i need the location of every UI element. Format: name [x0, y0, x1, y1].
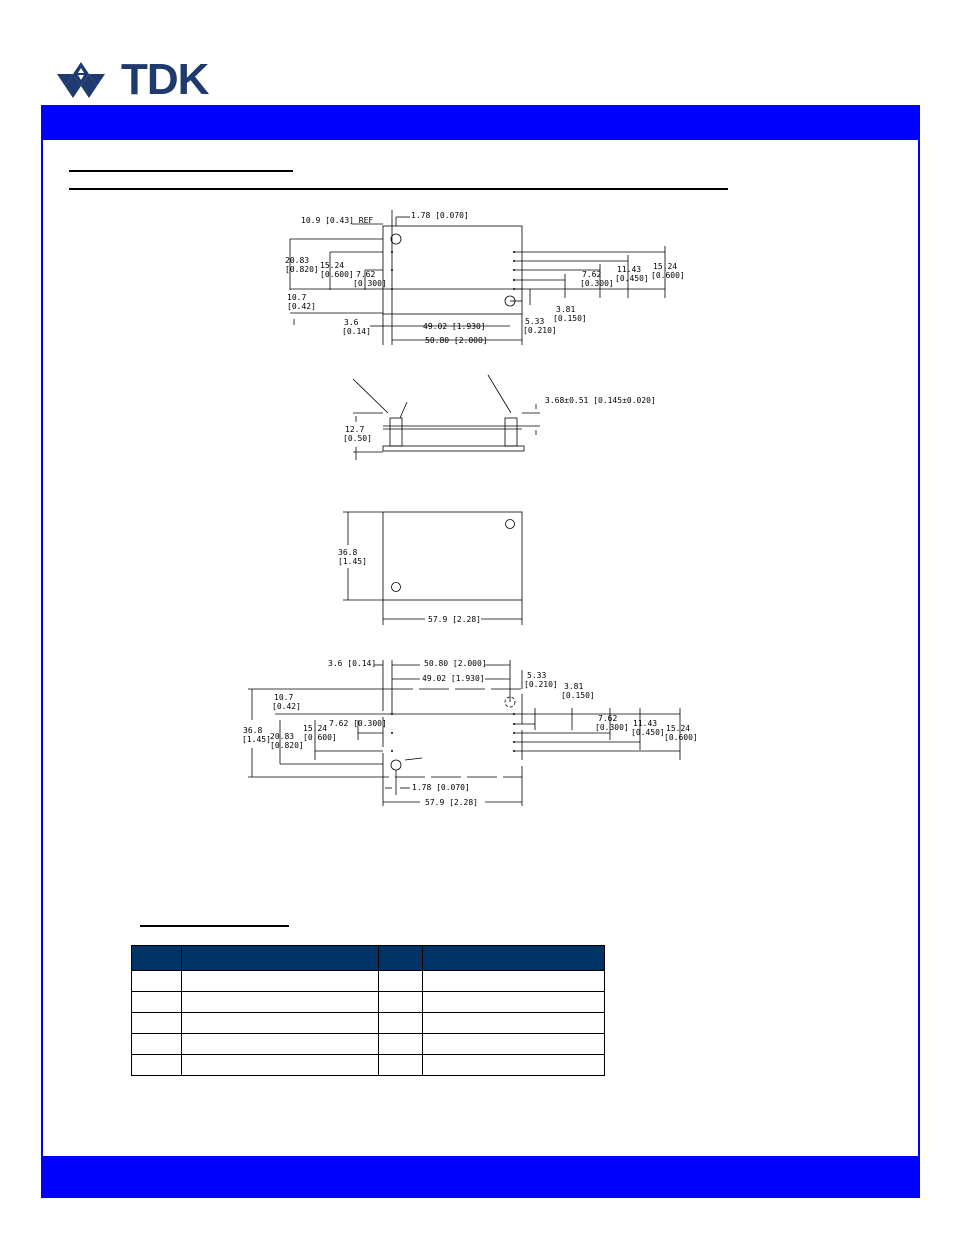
pin-table-header-cell	[423, 946, 605, 971]
top-dim-13b: [0.210]	[523, 326, 557, 335]
side-dim-h2: [0.50]	[343, 434, 372, 443]
bottom-dim-12b: [0.450]	[631, 728, 665, 737]
pin-cell	[423, 992, 605, 1013]
top-dim-11a: 7.62	[582, 270, 602, 279]
bottom-dim-10b: [0.820]	[270, 741, 304, 750]
bottom-dim-2: 50.80 [2.000]	[424, 659, 487, 668]
top-dim-9b: [0.450]	[615, 274, 649, 283]
bottom-dim-8a: 36.8	[243, 726, 263, 735]
top-dim-1: 1.78 [0.070]	[411, 211, 469, 220]
top-dim-ref: 10.9 [0.43] REF	[301, 216, 374, 225]
table-row	[132, 992, 605, 1013]
pin-table-header-cell	[379, 946, 423, 971]
bottom-dim-12a: 11.43	[633, 719, 658, 728]
side-dim-h1: 12.7	[345, 425, 365, 434]
top-dim-7: 49.02 [1.930]	[423, 322, 486, 331]
top-dim-2b: [0.820]	[285, 265, 319, 274]
bottom-dim-6a: 10.7	[274, 693, 294, 702]
pin-cell	[132, 1055, 182, 1076]
side-view-drawing	[353, 375, 540, 460]
pin-table	[131, 945, 605, 1076]
pin-cell	[423, 1034, 605, 1055]
pin-cell	[379, 971, 423, 992]
top-dim-11b: [0.300]	[580, 279, 614, 288]
table-row	[132, 971, 605, 992]
pin-cell	[379, 1055, 423, 1076]
pin-cell	[132, 992, 182, 1013]
bottom-dim-3: 49.02 [1.930]	[422, 674, 485, 683]
pin-cell	[182, 1034, 379, 1055]
top-dim-6a: 3.6	[344, 318, 359, 327]
top-dim-2a: 20.83	[285, 256, 310, 265]
bottom-dim-5b: [0.150]	[561, 691, 595, 700]
top-dim-4a: 7.62	[356, 270, 376, 279]
table-row	[132, 1055, 605, 1076]
pin-cell	[182, 971, 379, 992]
top-dim-10b: [0.600]	[651, 271, 685, 280]
table-row	[132, 1034, 605, 1055]
pin-table-header-cell	[132, 946, 182, 971]
pin-cell	[182, 992, 379, 1013]
top-dim-3b: [0.600]	[320, 270, 354, 279]
bottom-dim-7: 7.62 [0.300]	[329, 719, 387, 728]
top-dim-12b: [0.150]	[553, 314, 587, 323]
top-dim-9a: 11.43	[617, 265, 642, 274]
bottom-dim-5a: 3.81	[564, 682, 584, 691]
table-row	[132, 1013, 605, 1034]
pin-cell	[423, 1055, 605, 1076]
pin-cell	[132, 971, 182, 992]
bottom-dim-11a: 7.62	[598, 714, 618, 723]
bottom-dim-14: 1.78 [0.070]	[412, 783, 470, 792]
pin-cell	[379, 1013, 423, 1034]
bottom-dim-13a: 15.24	[666, 724, 691, 733]
pin-cell	[423, 1013, 605, 1034]
bottom-dim-13b: [0.600]	[664, 733, 698, 742]
pin-table-header	[132, 946, 605, 971]
bottom-dim-15: 57.9 [2.28]	[425, 798, 478, 807]
top-dim-4b: [0.300]	[353, 279, 387, 288]
top-dim-5b: [0.42]	[287, 302, 316, 311]
pin-cell	[132, 1034, 182, 1055]
pin-cell	[182, 1013, 379, 1034]
top-dim-5a: 10.7	[287, 293, 307, 302]
pin-cell	[379, 1034, 423, 1055]
top-dim-6b: [0.14]	[342, 327, 371, 336]
outline-dim-w: 57.9 [2.28]	[428, 615, 481, 624]
outline-view-drawing	[343, 512, 522, 625]
side-dim-pin: 3.68±0.51 [0.145±0.020]	[545, 396, 656, 405]
pin-cell	[182, 1055, 379, 1076]
top-dim-10a: 15.24	[653, 262, 678, 271]
bottom-dim-6b: [0.42]	[272, 702, 301, 711]
bottom-dim-11b: [0.300]	[595, 723, 629, 732]
top-dim-13a: 5.33	[525, 317, 545, 326]
bottom-dim-9a: 15.24	[303, 724, 328, 733]
top-dim-3a: 15.24	[320, 261, 345, 270]
bottom-dim-9b: [0.600]	[303, 733, 337, 742]
bottom-dim-4b: [0.210]	[524, 680, 558, 689]
bottom-dim-10a: 20.83	[270, 732, 295, 741]
outline-dim-h1: 36.8	[338, 548, 358, 557]
top-dim-8: 50.80 [2.000]	[425, 336, 488, 345]
tdk-logo-text: TDK	[121, 55, 209, 104]
pin-cell	[379, 992, 423, 1013]
top-dim-12a: 3.81	[556, 305, 576, 314]
bottom-dim-8b: [1.45]	[242, 735, 271, 744]
bottom-dim-4a: 5.33	[527, 671, 547, 680]
pin-cell	[132, 1013, 182, 1034]
pin-table-header-cell	[182, 946, 379, 971]
top-view-outline	[383, 226, 522, 314]
bottom-dim-1: 3.6 [0.14]	[328, 659, 377, 668]
outline-dim-h2: [1.45]	[338, 557, 367, 566]
pin-cell	[423, 971, 605, 992]
